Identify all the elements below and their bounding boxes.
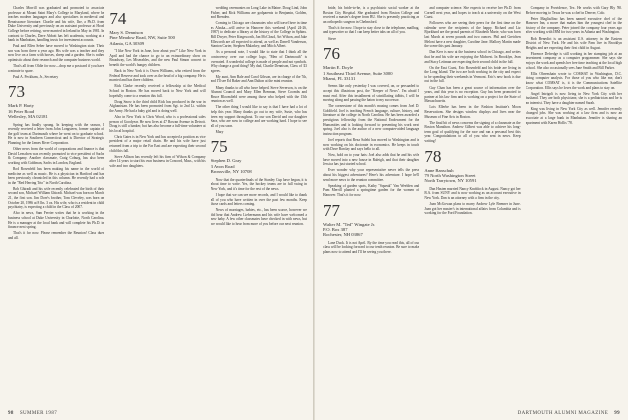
paragraph: Seems like only yesterday I was covered, on, or persuaded to accept this illustrious post, the "Keeper of News". I'm afraid I must end. After this installment of scintillating tidbits, I will be moving along and passing the baton to my successor.	[323, 84, 420, 103]
left-footer-label: SUMMER 1987	[19, 411, 58, 416]
class-year-number: 75	[210, 137, 228, 157]
paragraph: The final bit of news concerns the signing of a classmate as the Boston Marathon. Andrew Gilbert was able to achieve his long-term goal of qualifying for the race and ran a personal best this year. Congratulations to all of you who sent in news. Keep writing!	[424, 120, 521, 144]
class-secretary-address	[109, 30, 205, 46]
paragraph: I hope that we can see more records, and I would like to thank all of you who have written in over the past few months. Keep those cards and letters coming.	[210, 192, 307, 207]
address-line: Wellesley, MA 02181	[8, 114, 48, 120]
paragraph: Back in New York it is Owen Williams, who retired from the Federal Reserve and took over as the head of a big company. He is married and has three children.	[109, 69, 206, 83]
left-page-number: 98	[8, 411, 14, 416]
paragraph: My aunt, Ann Bale and Carol Gibson, are in charge of the 7th, and I'll see Ed Baker and Ann Dalton at the mini reunion.	[210, 74, 307, 84]
address-line: Anne Banschuh	[424, 167, 454, 173]
class-secretary-address	[323, 222, 419, 238]
paragraph: That's it for now. Please remember the Reunion! Class dues and all.	[8, 231, 105, 240]
paragraph: and computer science. She expects to receive her Ph.D. from Cornell next year, and hopes to teach at a university on the West Coast.	[424, 6, 521, 20]
right-footer	[518, 411, 620, 417]
right-page	[315, 0, 628, 420]
paragraph: Angel Intrigoli is now living in New York City with her husband. They are both physicians; she is a pediatrician and he is an internist. They have a daughter named Sarah.	[525, 91, 622, 105]
class-year-number: 73	[8, 82, 25, 102]
paragraph: Steve Allison has recently left his firm of Wilson & Company after 14 years to start his own business in Concord, Mass., with his wife and two daughters.	[109, 154, 206, 168]
paragraph: Now, hold on to your hats: Joel also adds that he and his wife have moved into a new house in Raleigh, and that their daughter Jessica has just started school.	[323, 153, 420, 167]
paragraph: Followers who are seeing their peers for the first time on the calendar were the recipients of the happy. Richard and Liz Bjorklund are the proud parents of Elizabeth Marie, who was born last March at seven pounds and two ounces. Phil and Gretchen Meloni have a new daughter, Caroline Jane. Mallory Martin made the scene this past January.	[424, 21, 521, 49]
paragraph: Florence Defredge is still working in her stamping job at an investment company as a computer programmer. She says she enjoys the work and spends her free time teaching at the local high school. She also occasionally sees Jane Smith and Bill Parker.	[525, 51, 622, 70]
paragraph: Ellis Ohrenshain wrote to COMSAT in Washington, D.C. doing computer analysis. For those of you who like me, don't know what COMSAT is, it is the Communications Satellite Corporation. Ellis says he loves the work and plans to stay on.	[525, 71, 622, 90]
paragraph: Now that the quarterfinals of the Stanley Cup have begun, it is about time to write. Yes, the hockey teams are in full swing in New York, and it's time for the rest of the news.	[210, 177, 307, 191]
address-line: North Tarrytown, NY 10591	[424, 178, 477, 184]
paragraph: Joel reports that Reza Salehi has moved to Washington and is now working on his doctorate in economics. He keeps in touch with Dave Barclay and says hello to all.	[323, 137, 420, 152]
paragraph: Coming to Chicago are classmates who will travel here in time as Alaska—will arrive in Hanover this weekend (April 24-26, 1987) to dedicate a library at the history of the College in Sphinx. Bill Dwyer, Peter Kingsworth, Jan McCloud, Art Wilson, and Jake Ellsworth are all expected to attend, as well as Darrell Vanderson, Stanton Carter, Stephen Malarkey, and Mitch Albert.	[210, 21, 307, 49]
address-line: Mary S. Dennison	[109, 30, 143, 35]
paragraph: Peter Magliaffino has been named executive chef of the Hanover Inn, a move that makes him the youngest chef in the history of the company. Peter joined the company four years ago after working with IBM for two years in Atlanta and Washington.	[525, 16, 622, 35]
address-line: Pine Meadow Road, NW, Suite 500	[109, 35, 175, 41]
paragraph: Bob Benedict is an assistant U.S. attorney in the Eastern District of New York. He and his wife Pam live in Brooklyn Heights and are expecting their first child in August.	[525, 36, 622, 50]
address-line: P.O. Box 387	[323, 226, 348, 232]
column-6	[526, 6, 622, 404]
address-line: Mark P. Harty	[8, 103, 34, 109]
paragraph: Lois Ellerbe has been in the Fashion Institute's Moon Reservations. She designs window displays and lives near the Museum of Fine Arts in Boston.	[424, 105, 521, 119]
column-3	[211, 6, 307, 404]
address-line: Rochester, NH 03867	[323, 232, 363, 238]
paragraph: Spring has finally sprung. In keeping with the season, I recently received a letter from John Longsteen, former captain of the golf team at Dartmouth where he went on to graduate school. He is now in Southern Connecticut and is Director of Strategic Planning for the James River Corporation.	[8, 122, 105, 145]
paragraph: Company in Providence, Tex. He works with Gary Bly '80. Before moving to Texas he was a chef in Denver, Colo.	[525, 6, 622, 15]
paragraph: Paul and Ellen Seber have moved to Washington state. Their son was born there a year ago. His wife was a teacher and they now live on a farm with horses, sheep and a garden. She is rather optimistic about their research and the computer business world.	[8, 44, 105, 63]
paragraph: Dan Kerr is now at the business school in Chicago, and writes that he and his wife are enjoying the Midwest. In Brooklyn, Jean and Stacy Leitman are expecting their second child in the fall.	[424, 50, 521, 64]
paragraph: Lane Duck. It is not April. By the time you read this, all of our class will be looking forward to our tenth reunion. Be sure to make plans now to attend and I'll be seeing you there.	[323, 240, 420, 254]
address-line: Stephen D. Gray	[210, 158, 242, 164]
class-year-number: 76	[323, 44, 340, 64]
paragraph: As a personal note, I would like to state that I think all the controversy over our college logo, "Men of Dartmouth" is overrated. A wonderful college is made of people and not symbols. Why change a good thing? My dad, Charlie Dennison, Class of '43 agrees.	[210, 50, 307, 73]
address-line: Bronxville, NY 10708	[210, 169, 252, 175]
class-year-number: 78	[424, 146, 442, 166]
paragraph: Also in news, Sam Ferrier writes that he is working in the business school at Duke University in Charlotte, North Carolina. He is a manager at the local bank and will complete his Ph.D. in finance next spring.	[8, 211, 105, 230]
class-secretary-address	[424, 168, 520, 184]
address-line: 1 Southeast Third Avenue, Suite 3000	[323, 70, 393, 76]
paragraph: On the East Coast, Eric Rosenfeld and his bride are living in the Long Island. The two are both working in the city and expect to be spending their weekends in Vermont. Eric's new book is due out in the fall.	[424, 65, 521, 84]
column-4	[323, 6, 419, 404]
paragraph: The cornerstone of this month's musing comes from Joel D. Goldfield. Joel is teaching French language, culture, history, and literature at the college in North Carolina. He has been awarded a prestigious fellowship from the National Endowment for the Humanities and is looking forward to presenting his work next spring. Joel also is the author of a new computer-aided language instruction program.	[323, 104, 420, 136]
paragraph: Dan Hasten married Nancy Knoblock in August. Nancy got her B.A. from SUNY and is now working as an account executive in New York. Dan is an attorney with a firm in the city.	[424, 186, 521, 201]
right-footer-label: DARTMOUTH ALUMNI MAGAZINE	[517, 411, 609, 416]
paragraph: Rod Rosenfeld has been making his name in the world of medicine as well as music. He is a physician in Hartford and has been previously chronicled in this column. He recently had a role in the "Red Herring Trio" in North Carolina.	[8, 166, 105, 185]
paragraph: Doug Snow is the third child Rick has produced in the war in Afghanistan. He has been promoted from Sgt. to 2nd Lt. within the Army. He had a baby girl and is doing well.	[109, 99, 206, 113]
column-5	[424, 6, 520, 404]
class-year-number: 77	[323, 200, 340, 220]
paragraph: Other news from the world of corporations and finance is that David Lenschen was recently promoted to vice president of Sachs & Company. Another classmate, Craig Coburg, has also been working with Goldman, Sachs in London, England.	[8, 147, 105, 165]
address-line: Atlanta, GA 30309	[109, 40, 145, 46]
address-line: Walter M. "Ted" Wingate Jr.	[323, 221, 376, 227]
paragraph: Steve	[328, 36, 336, 41]
class-secretary-address	[211, 158, 307, 174]
class-secretary-address	[323, 65, 419, 81]
right-page-number: 99	[614, 411, 620, 416]
class-secretary-address	[8, 103, 104, 119]
paragraph: News of marriages, babies, etc., has been scarce, however we did hear that Andrew Liebermann and his wife have welcomed a new baby. A few other classmates have checked in with news, but we would like to hear from more of you before our next reunion.	[210, 208, 307, 226]
paragraph: Guy Chan has been a great source of information over the years, and this year is no exception. Guy has been promoted to partner at his law firm and is working on a project for the State of Massachusetts.	[424, 85, 521, 104]
paragraph: bride, his bride-to-be, is a psychiatric social worker at the Boston City Hospital. She graduated from Boston College and received a master's degree from BU. She is presently practicing as an orthopedic surgeon in Chelmsford.	[323, 6, 420, 24]
paragraph: That's all from Oldie for now—drop me a postcard if you have a minute to spare.	[8, 64, 105, 73]
paragraph: Paul A. Peckham, Jr., Secretary	[13, 74, 59, 79]
paragraph: Speaking of garden spots, Kathy "Squeak" Van Weelden and Pam Merrill planted a springtime garden for the women of Hanover. That's it for now.	[323, 183, 420, 197]
paragraph: Chris Gates is in New York and has accepted a position as vice president of a major retail chain. He and his wife have just returned from a trip to the Far East and are expecting their second child this fall.	[109, 134, 206, 153]
left-footer	[8, 411, 57, 417]
address-line: Miami, FL 33131	[323, 75, 356, 81]
address-line: Martin E. Doyle	[323, 65, 353, 71]
paragraph: Bob Ghiradi and his wife recently celebrated the birth of their second son, Michael William Ghiradi. Michael was born on March 21, the first son. Jim Dore's brother, Tom Cleveley, was born on October 20, 1986 at 8 lbs. 3 oz. His wife, who is a resident in child psychiatry, is expecting a child in the Class of 2007.	[8, 186, 105, 210]
paragraph: Rick Clarke recently received a fellowship at the Medical School in Boston. He has moved back to New York and will hopefully come to a reunion this fall.	[109, 84, 206, 98]
paragraph: That's it for now. I hope to stay close to the telephone, mailbag, and typewriter so that I can keep better tabs on all of you.	[323, 25, 420, 35]
left-page	[0, 0, 313, 420]
paragraph: Charles Morrill was graduated and promoted to associate professor at Mount Saint Mary's College in Maryland, where he teaches modern languages and also specializes in medieval and Renaissance literature. Charlie and his wife, Ilse, a Ph.D. from Duke University and previously on an assistant professor at Hood College before retiring, were married in Ireland in May in 1981. In contrast to Charles, Dave Abbott has left academia, working at a bank in Manhattan, handling trusts for investment accounts.	[8, 6, 105, 43]
column-2	[109, 6, 205, 404]
address-line: 3 Avon Road	[210, 163, 235, 169]
address-line: 79 North Washington Street	[424, 173, 476, 179]
paragraph: wedding ceremonies on Long Lake in Maine. Doug Lind, John Fisher, and Rick Williams are godparents to Benjamin, Golden, and Brenden.	[210, 6, 307, 20]
column-1	[8, 6, 104, 404]
class-year-number: 74	[109, 9, 127, 28]
paragraph: Joan McGowan plans to marry Andrew Lyle Brenner in June. Joan got her master's in international affairs from Columbia and is working for the Ford Foundation.	[424, 202, 521, 216]
paragraph: King was living in New York City as well. Jennifer recently changed jobs. She was working at a law firm and is now an associate at a large bank in Manhattan. Jennifer is sharing an apartment with Karen Hollis '78.	[525, 106, 622, 125]
paragraph: Ever wonder why your representative never tells the press about his biggest adventures? Here's his adventure. I hope he'll send more news to the reunion committee.	[323, 168, 420, 182]
paragraph: "I like New York in June, how about you?" Like New York in April and had the chance to go to an extraordinary show on Broadway, Les Miserables, and the new Paul Simon concert to benefit the world's hungry children.	[109, 49, 206, 67]
paragraph: Many thanks to all who have helped. Steve Severson, is on the Alumni Council and Mary Ellen Brennan, Steve Coombs and Bruce Bloomfield were among those who helped with the 15th reunion as well.	[210, 85, 307, 104]
paragraph: Mary	[215, 129, 224, 134]
paragraph: The other thing I would like to say is that I have had a lot of help this year. Many thanks go out to my wife, Susie, who has been my support throughout. To our son David and our daughter Sara, who are now in college and are working hard. I hope to see all of you soon.	[210, 105, 307, 128]
address-line: 16 Peter Road	[8, 108, 35, 114]
paragraph: Also in New York is Chris Wood, who is a professional sales person of Goodyear. He now lives at 47 Rowan Avenue in Detroit. Doug is still a banker, but has also become a full-time volunteer at his local hospital.	[109, 114, 206, 133]
